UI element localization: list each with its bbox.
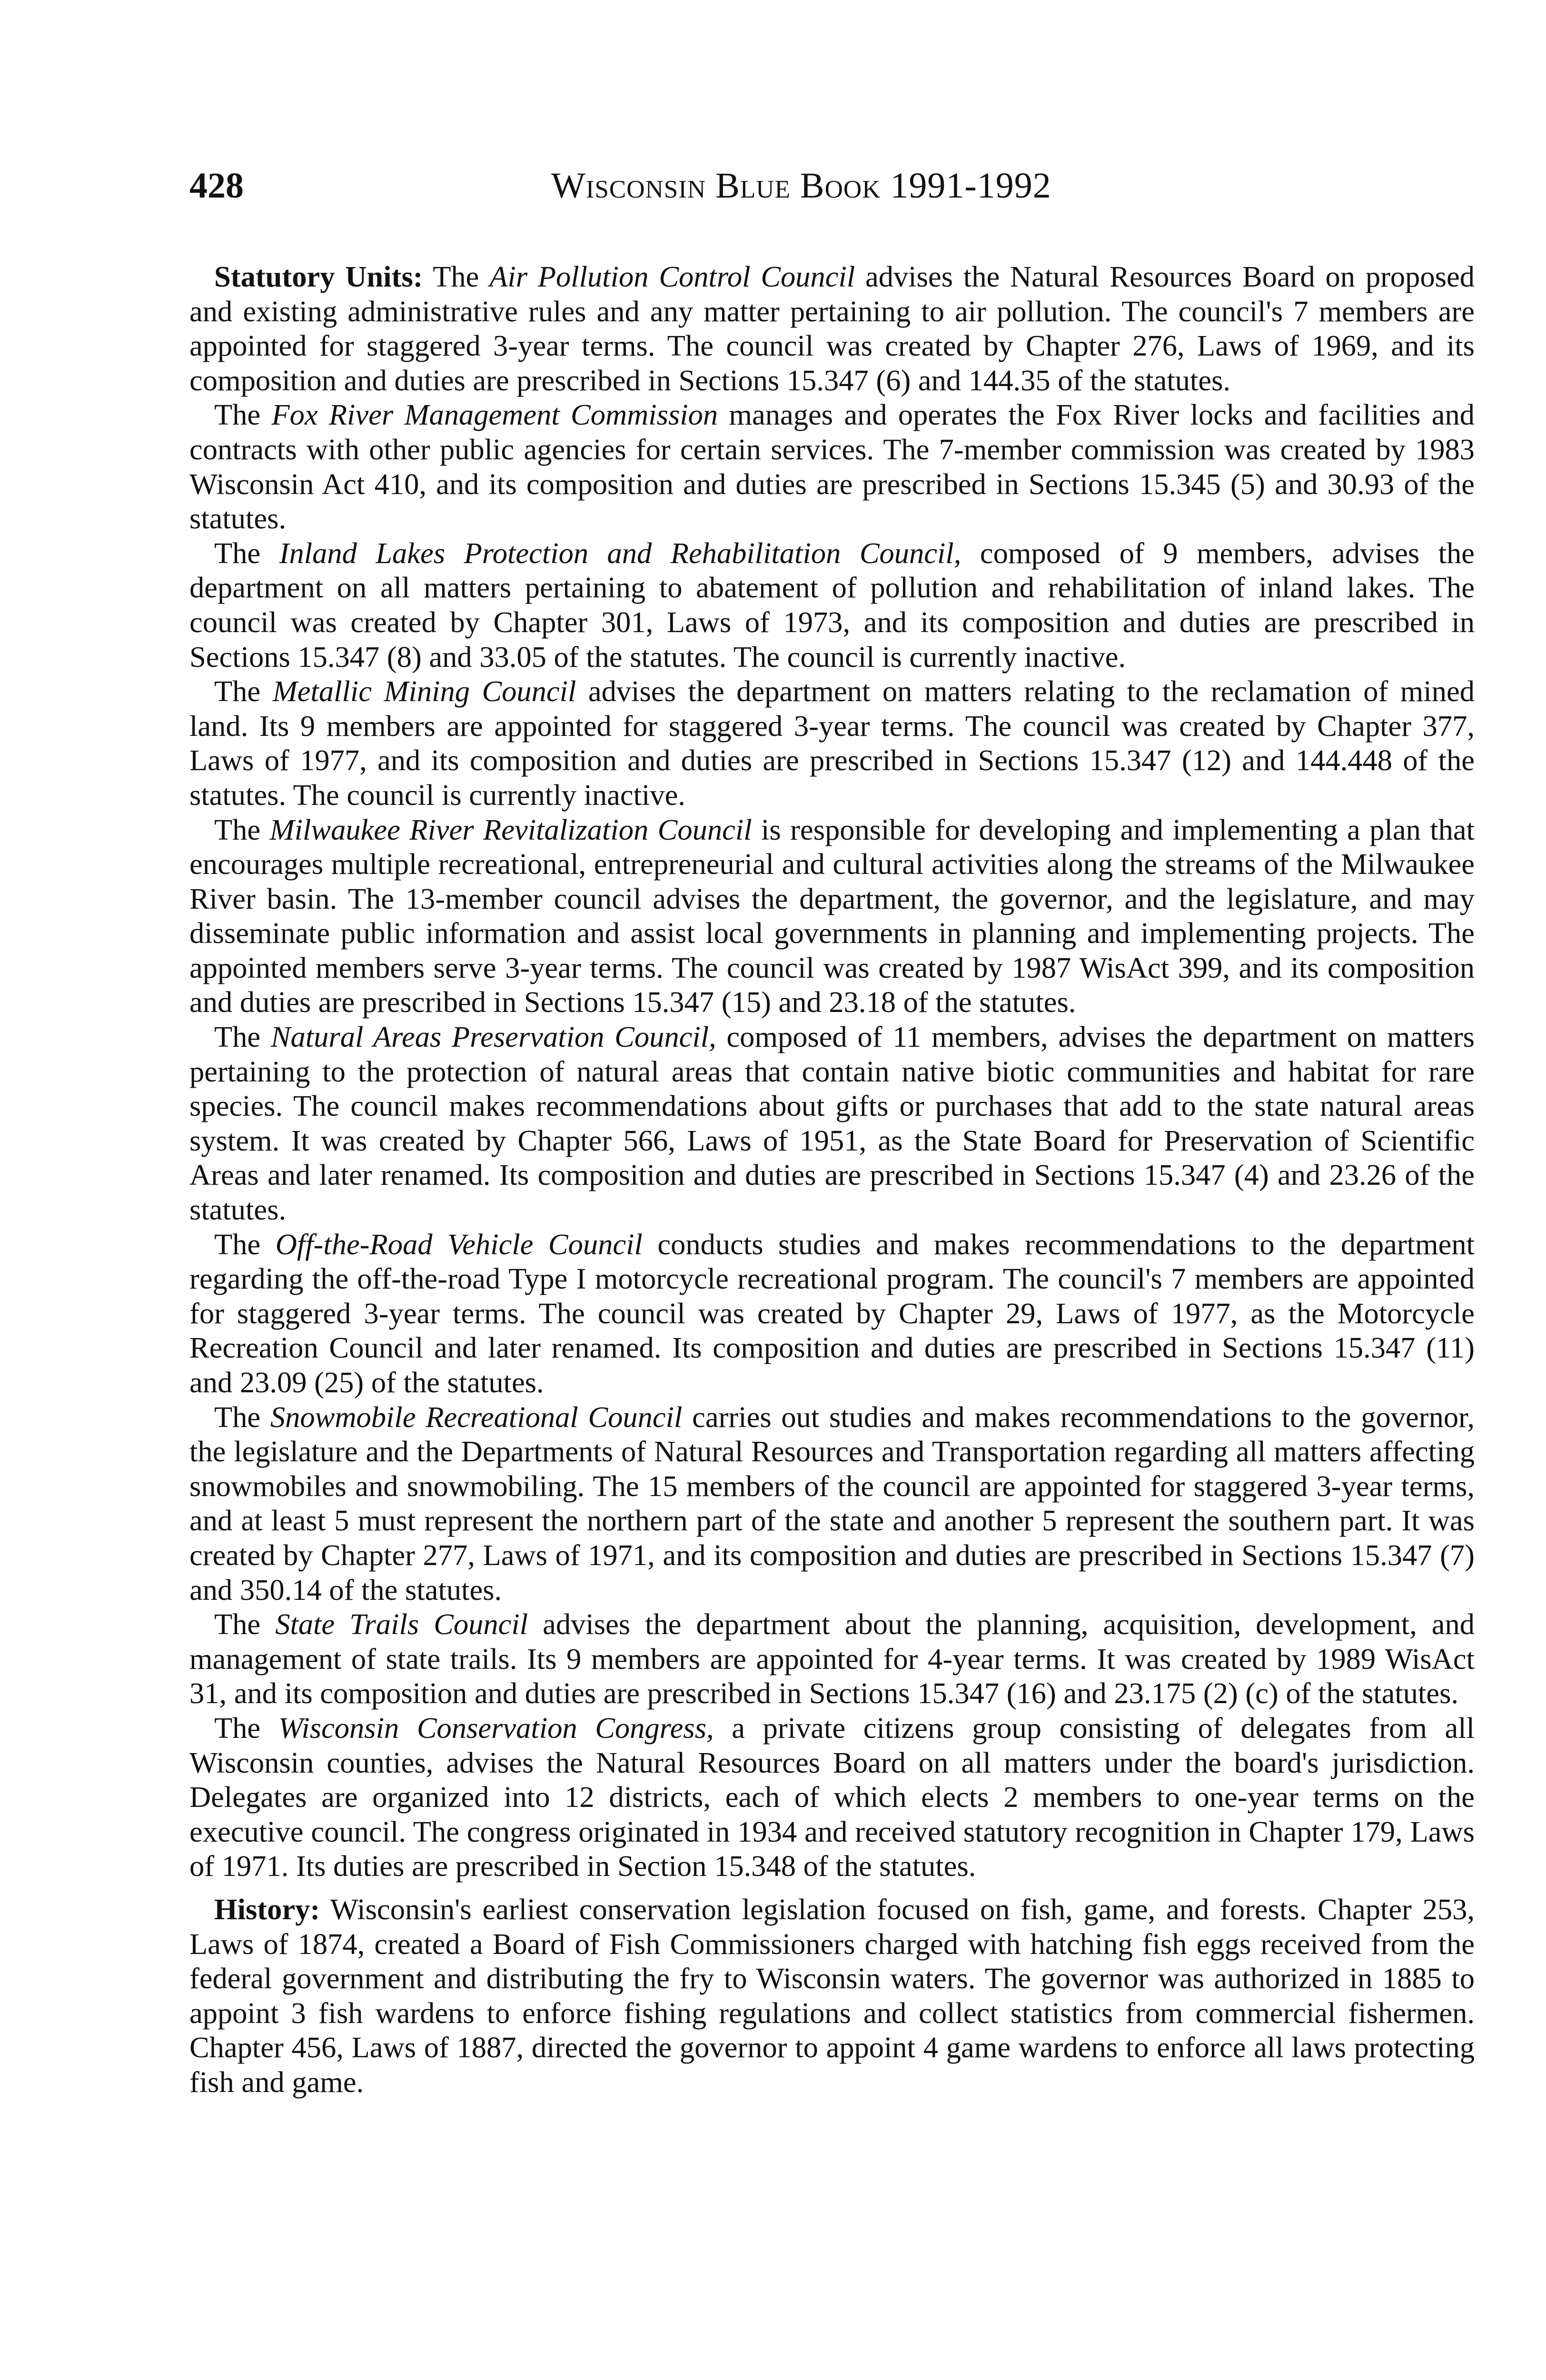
council-name: Milwaukee River Revitalization Council: [269, 813, 752, 846]
paragraph-off-the-road-vehicle-council: The Off-the-Road Vehicle Council conducts studies and makes recommendations to the department regarding the off-the-road Type I motorcycle recreational program. The council's 7 members are appointed for staggered 3-year terms. The council was created by Chapter 29, Laws of 1977, as the Motorcycle Recreation Council and later renamed. Its composition and duties are prescribed in Sections 15.347 (11) and 23.09 (25) of the statutes.: [189, 1227, 1475, 1399]
section-heading-statutory-units: Statutory Units:: [214, 260, 423, 293]
paragraph-conservation-congress: The Wisconsin Conservation Congress, a private citizens group consisting of delegates from all Wisconsin counties, advises the Natural Resources Board on all matters under the board's jurisdiction. Delegates are organized into 12 districts, each of which elects 2 members to one-year terms on the executive council. The congress originated in 1934 and received statutory recognition in Chapter 179, Laws of 1971. Its duties are prescribed in Section 15.348 of the statutes.: [189, 1711, 1475, 1883]
council-name: Inland Lakes Protection and Rehabilitation Council,: [279, 536, 961, 570]
running-title: Wisconsin Blue Book 1991-1992: [551, 166, 1051, 206]
page-number: 428: [189, 166, 244, 206]
paragraph-state-trails-council: The State Trails Council advises the department about the planning, acquisition, development, and management of state trails. Its 9 members are appointed for 4-year terms. It was created by 1989 WisAct 31, and its composition and duties are prescribed in Sections 15.347 (16) and 23.175 (2) (c) of the statutes.: [189, 1607, 1475, 1710]
section-heading-history: History:: [214, 1892, 320, 1926]
council-name: Air Pollution Control Council: [489, 260, 855, 293]
council-name: Natural Areas Preservation Council,: [270, 1020, 716, 1054]
page-header: [189, 162, 1475, 214]
council-name: Fox River Management Commission: [271, 398, 718, 432]
council-name: State Trails Council: [275, 1607, 528, 1641]
paragraph-fox-river-management-commission: The Fox River Management Commission manages and operates the Fox River locks and facilities and contracts with other public agencies for certain services. The 7-member commission was created by 1983 Wisconsin Act 410, and its composition and duties are prescribed in Sections 15.345 (5) and 30.93 of the statutes.: [189, 398, 1475, 536]
paragraph-natural-areas-council: The Natural Areas Preservation Council, composed of 11 members, advises the department on matters pertaining to the protection of natural areas that contain native biotic communities and habitat for rare species. The council makes recommendations about gifts or purchases that add to the state natural areas system. It was created by Chapter 566, Laws of 1951, as the State Board for Preservation of Scientific Areas and later renamed. Its composition and duties are prescribed in Sections 15.347 (4) and 23.26 of the statutes.: [189, 1020, 1475, 1227]
council-name: Snowmobile Recreational Council: [270, 1400, 683, 1434]
paragraph-metallic-mining-council: The Metallic Mining Council advises the department on matters relating to the reclamation of mined land. Its 9 members are appointed for staggered 3-year terms. The council was created by Chapter 377, Laws of 1977, and its composition and duties are prescribed in Sections 15.347 (12) and 144.448 of the statutes. The council is currently inactive.: [189, 674, 1475, 812]
council-name: Metallic Mining Council: [272, 674, 576, 708]
body-text: [189, 259, 1475, 2099]
council-name: Wisconsin Conservation Congress,: [278, 1711, 714, 1745]
council-name: Off-the-Road Vehicle Council: [275, 1227, 643, 1261]
paragraph-snowmobile-council: The Snowmobile Recreational Council carries out studies and makes recommendations to the governor, the legislature and the Departments of Natural Resources and Transportation regarding all matters affecting snowmobiles and snowmobiling. The 15 members of the council are appointed for staggered 3-year terms, and at least 5 must represent the northern part of the state and another 5 represent the southern part. It was created by Chapter 277, Laws of 1971, and its composition and duties are prescribed in Sections 15.347 (7) and 350.14 of the statutes.: [189, 1400, 1475, 1606]
paragraph-air-pollution-control-council: Statutory Units: The Air Pollution Control Council advises the Natural Resources Board on proposed and existing administrative rules and any matter pertaining to air pollution. The council's 7 members are appointed for staggered 3-year terms. The council was created by Chapter 276, Laws of 1969, and its composition and duties are prescribed in Sections 15.347 (6) and 144.35 of the statutes.: [189, 260, 1475, 397]
paragraph-inland-lakes-council: The Inland Lakes Protection and Rehabilitation Council, composed of 9 members, advises the department on all matters pertaining to abatement of pollution and rehabilitation of inland lakes. The council was created by Chapter 301, Laws of 1973, and its composition and duties are prescribed in Sections 15.347 (8) and 33.05 of the statutes. The council is currently inactive.: [189, 536, 1475, 674]
paragraph-milwaukee-river-council: The Milwaukee River Revitalization Council is responsible for developing and implementing a plan that encourages multiple recreational, entrepreneurial and cultural activities along the streams of the Milwaukee River basin. The 13-member council advises the department, the governor, and the legislature, and may disseminate public information and assist local governments in planning and implementing projects. The appointed members serve 3-year terms. The council was created by 1987 WisAct 399, and its composition and duties are prescribed in Sections 15.347 (15) and 23.18 of the statutes.: [189, 813, 1475, 1019]
paragraph-history: History: Wisconsin's earliest conservation legislation focused on fish, game, and forests. Chapter 253, Laws of 1874, created a Board of Fish Commissioners charged with hatching fish eggs received from the federal government and distributing the fry to Wisconsin waters. The governor was authorized in 1885 to appoint 3 fish wardens to enforce fishing regulations and collect statistics from commercial fishermen. Chapter 456, Laws of 1887, directed the governor to appoint 4 game wardens to enforce all laws protecting fish and game.: [189, 1892, 1475, 2099]
